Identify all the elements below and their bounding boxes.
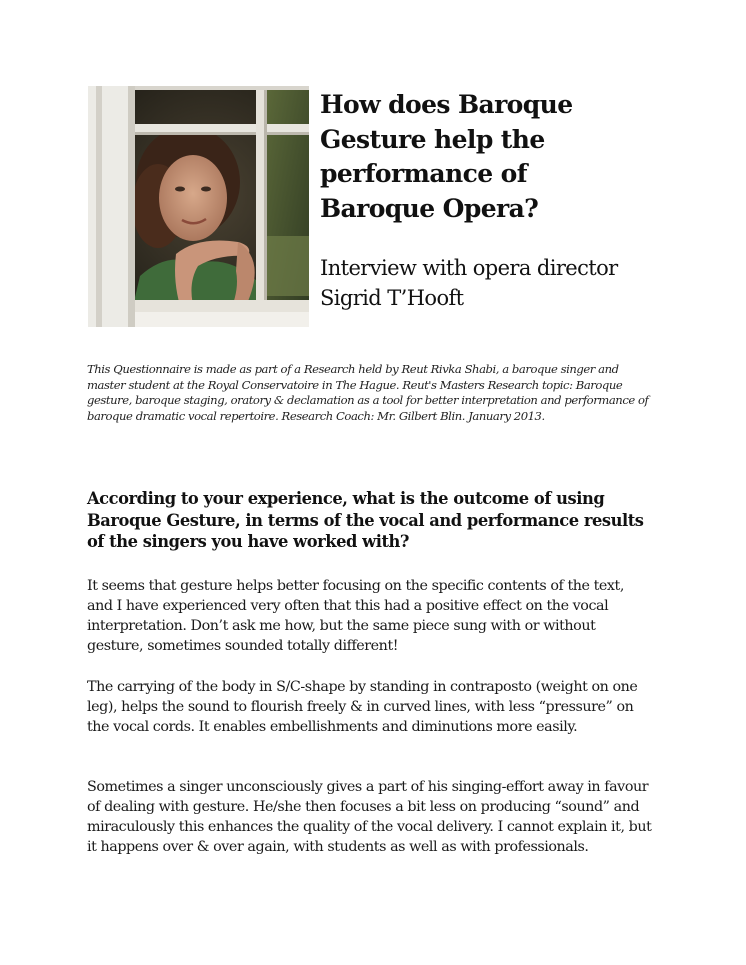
page-title: How does Baroque Gesture help the performance of Baroque Opera? [320, 90, 573, 223]
answer-paragraph: Sometimes a singer unconsciously gives a part of his singing-effort away in favour of dealing with gesture. He/she then focuses a bit less on producing “sound” and miraculously this enhances the quality of the vocal delivery. I cannot explain it, but it happens over & over again, with students as well as with professionals. [87, 779, 652, 855]
answer-paragraph: The carrying of the body in S/C-shape by standing in contraposto (weight on one leg), helps the sound to flourish freely & in curved lines, with less “pressure” on the vocal cords. It enables embellishments and diminutions more easily. [87, 679, 638, 735]
portrait-photo [88, 86, 309, 327]
answer-paragraph: It seems that gesture helps better focusing on the specific contents of the text, and I have experienced very often that this had a positive effect on the vocal interpretation. Don’t ask me how, but the same piece sung with or without gesture, sometimes sounded totally different! [87, 578, 624, 654]
page-subtitle: Interview with opera director Sigrid T’Hooft [320, 256, 618, 310]
intro-note: This Questionnaire is made as part of a Research held by Reut Rivka Shabi, a baroque singer and master student at the Royal Conservatoire in The Hague. Reut's Masters Research topic: Baroque gesture, baroque staging, oratory & declamation as a tool for better interpretation and performance of baroque dramatic vocal repertoire. Research Coach: Mr. Gilbert Blin. January 2013. [87, 362, 649, 423]
question-heading: According to your experience, what is the outcome of using Baroque Gesture, in terms of the vocal and performance results of the singers you have worked with? [87, 489, 644, 551]
